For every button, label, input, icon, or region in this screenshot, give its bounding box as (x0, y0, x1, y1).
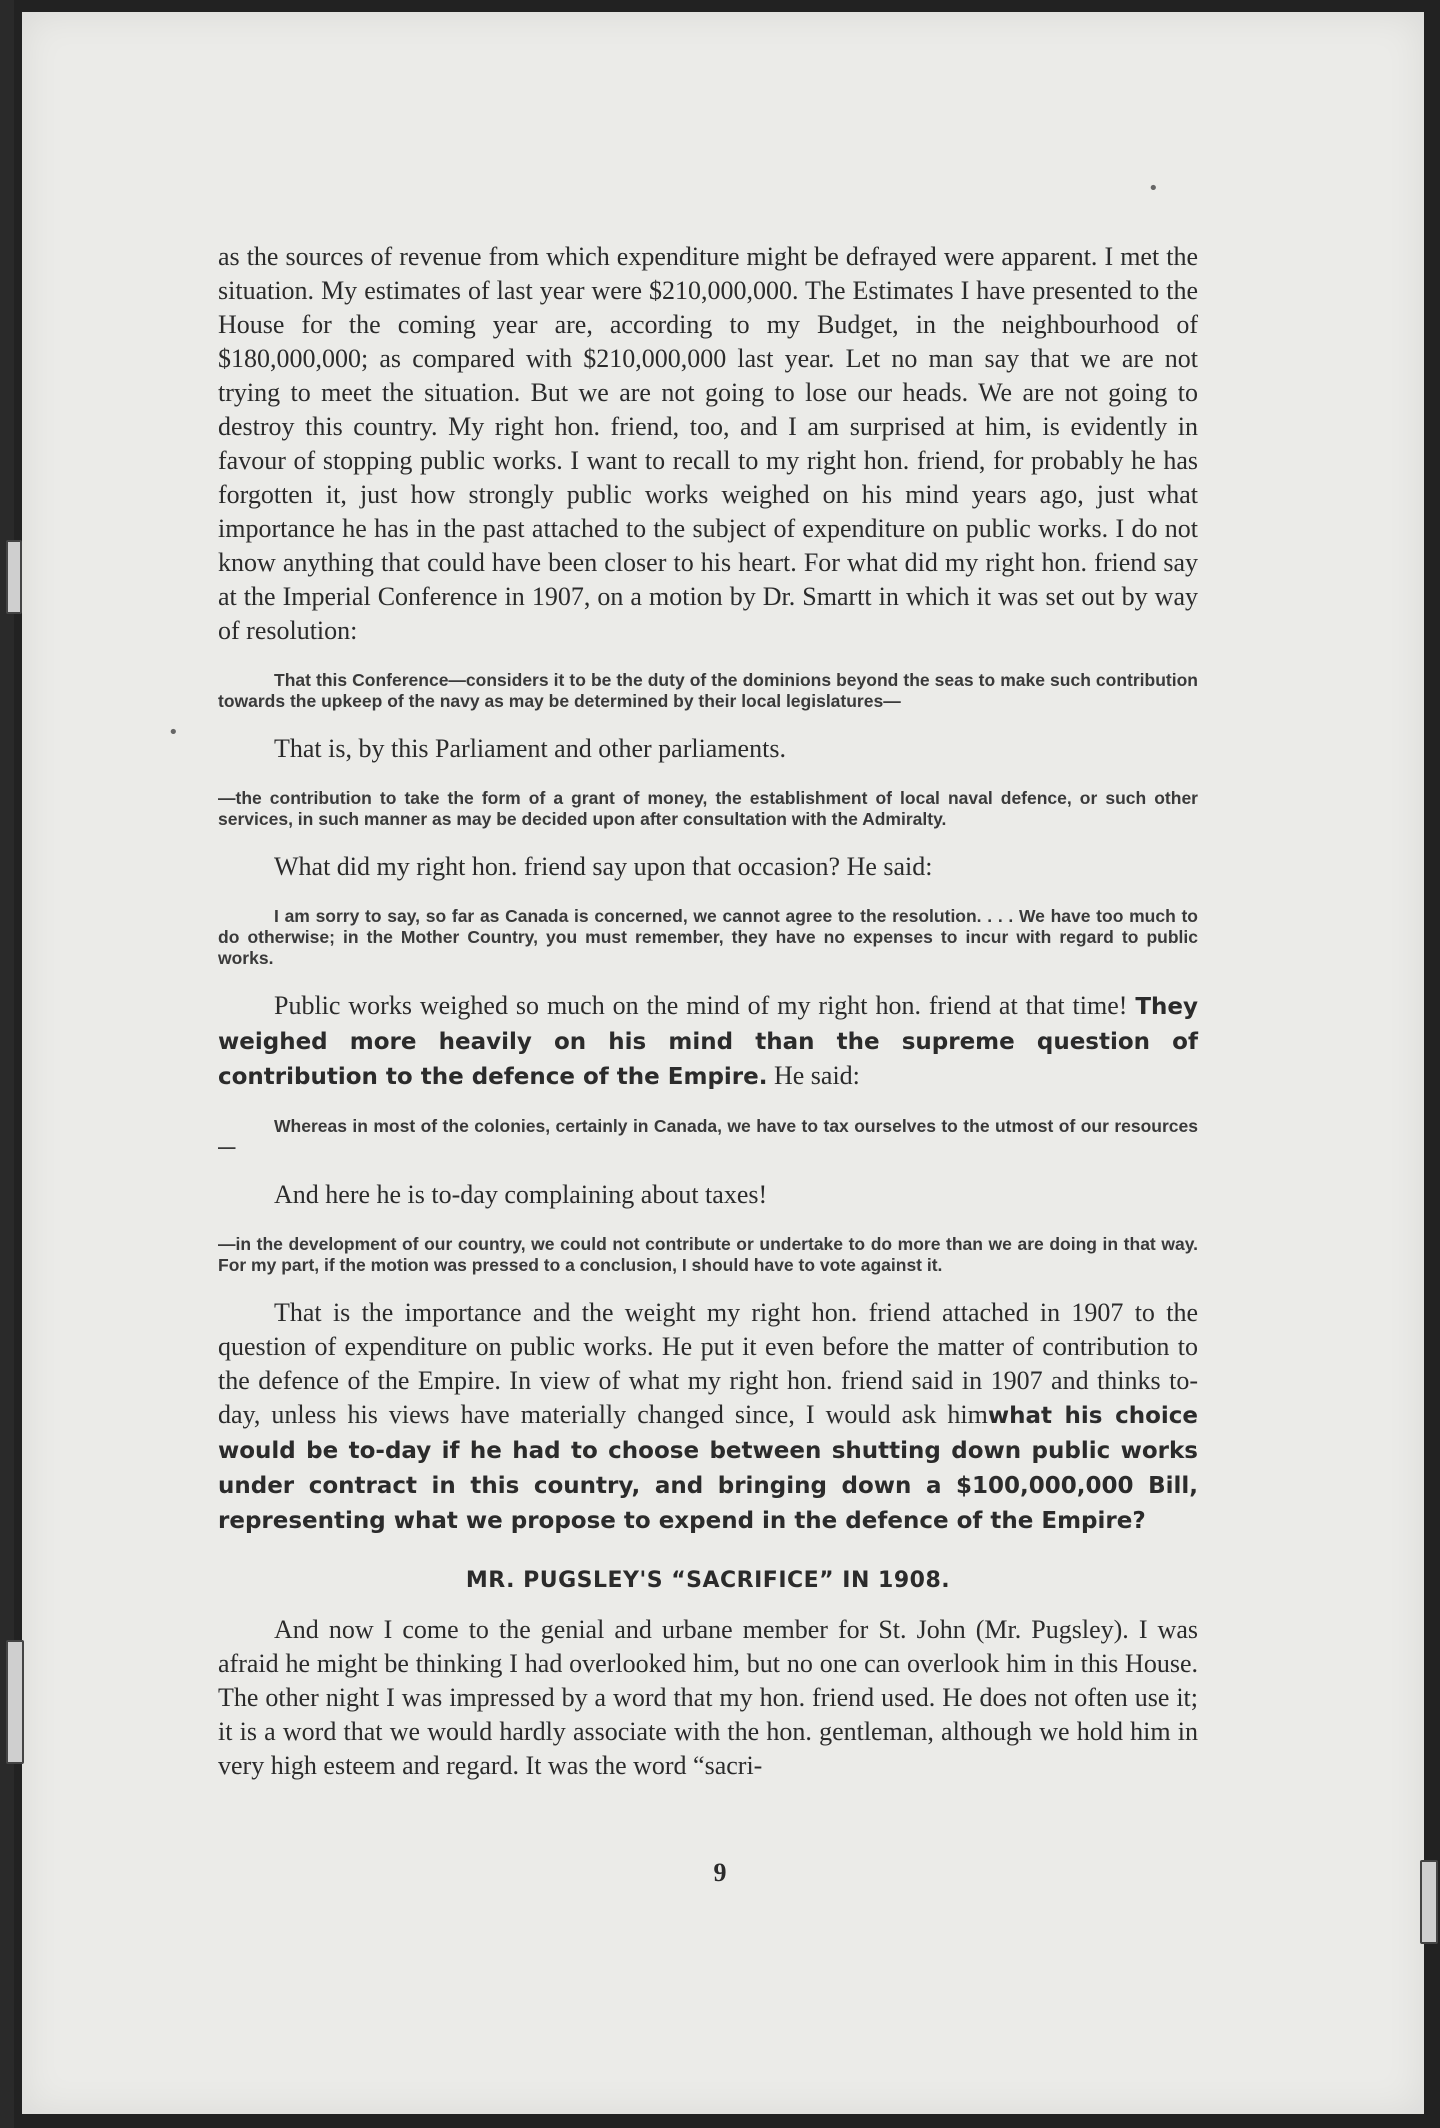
emphasized-text: They weighed more heavily on his mind than the supreme question of contribution to the defence of the Empire. (218, 994, 1198, 1090)
block-quote: That this Conference—considers it to be the duty of the dominions beyond the seas to make such contribution towards the upkeep of the navy as may be determined by their local legislatures— (218, 670, 1198, 711)
ink-speck: • (1148, 178, 1159, 199)
paragraph-text: Public works weighed so much on the mind of my right hon. friend at that time! (274, 991, 1128, 1020)
body-paragraph: That is, by this Parliament and other parliaments. (274, 734, 786, 763)
document-body (218, 240, 1198, 1783)
binding-clip-bottom (6, 1640, 24, 1764)
block-quote: —the contribution to take the form of a grant of money, the establishment of local naval defence, or such other services, in such manner as may be decided upon after consultation with the Admiralty. (218, 788, 1198, 829)
body-paragraph: And here he is to-day complaining about taxes! (274, 1180, 768, 1209)
paragraph-text: He said: (773, 1061, 860, 1090)
page-number: 9 (713, 1858, 727, 1887)
body-paragraph: And now I come to the genial and urbane member for St. John (Mr. Pugsley). I was afraid he might be thinking I had overlooked him, but no one can overlook him in this House. The other night I was impressed by a word that my hon. friend used. He does not often use it; it is a word that we would hardly associate with the hon. gentleman, although we hold him in very high esteem and regard. It was the word “sacri- (218, 1615, 1198, 1780)
binding-clip-top (6, 540, 22, 614)
book-binding-edge (0, 0, 14, 2128)
body-paragraph: What did my right hon. friend say upon that occasion? He said: (274, 852, 933, 881)
ink-speck: • (168, 722, 179, 743)
section-heading: MR. PUGSLEY'S “SACRIFICE” IN 1908. (465, 1568, 951, 1593)
block-quote: —in the development of our country, we could not contribute or undertake to do more than we are doing in that way. For my part, if the motion was pressed to a conclusion, I should have to vote against it. (218, 1234, 1198, 1275)
body-paragraph-with-emphasis (218, 989, 1198, 1094)
block-quote: Whereas in most of the colonies, certainly in Canada, we have to tax ourselves to the utmost of our resources— (218, 1116, 1198, 1157)
paragraph-text: That is the importance and the weight my right hon. friend attached in 1907 to the question of expenditure on public works. He put it even before the matter of contribution to the defence of the Empire. In view of what my right hon. friend said in 1907 and thinks to-day, unless his views have materially changed since, I would ask him (218, 1298, 1198, 1429)
emphasized-text: what his choice would be to-day if he had to choose between shutting down public works under contract in this country, and bringing down a $100,000,000 Bill, representing what we propose to expend in the defence of the Empire? (218, 1403, 1198, 1534)
body-paragraph-with-emphasis (218, 1296, 1198, 1538)
block-quote: I am sorry to say, so far as Canada is concerned, we cannot agree to the resolution. . . . We have too much to do otherwise; in the Mother Country, you must remember, they have no expenses to incur with regard to public works. (218, 906, 1198, 968)
body-paragraph: as the sources of revenue from which expenditure might be defrayed were apparent. I met the situation. My estimates of last year were $210,000,000. The Estimates I have presented to the House for the coming year are, according to my Budget, in the neighbourhood of $180,000,000; as compared with $210,000,000 last year. Let no man say that we are not trying to meet the situation. But we are not going to lose our heads. We are not going to destroy this country. My right hon. friend, too, and I am surprised at him, is evidently in favour of stopping public works. I want to recall to my right hon. friend, for probably he has forgotten it, just how strongly public works weighed on his mind years ago, just what importance he has in the past attached to the subject of expenditure on public works. I do not know anything that could have been closer to his heart. For what did my right hon. friend say at the Imperial Conference in 1907, on a motion by Dr. Smartt in which it was set out by way of resolution: (218, 242, 1198, 645)
